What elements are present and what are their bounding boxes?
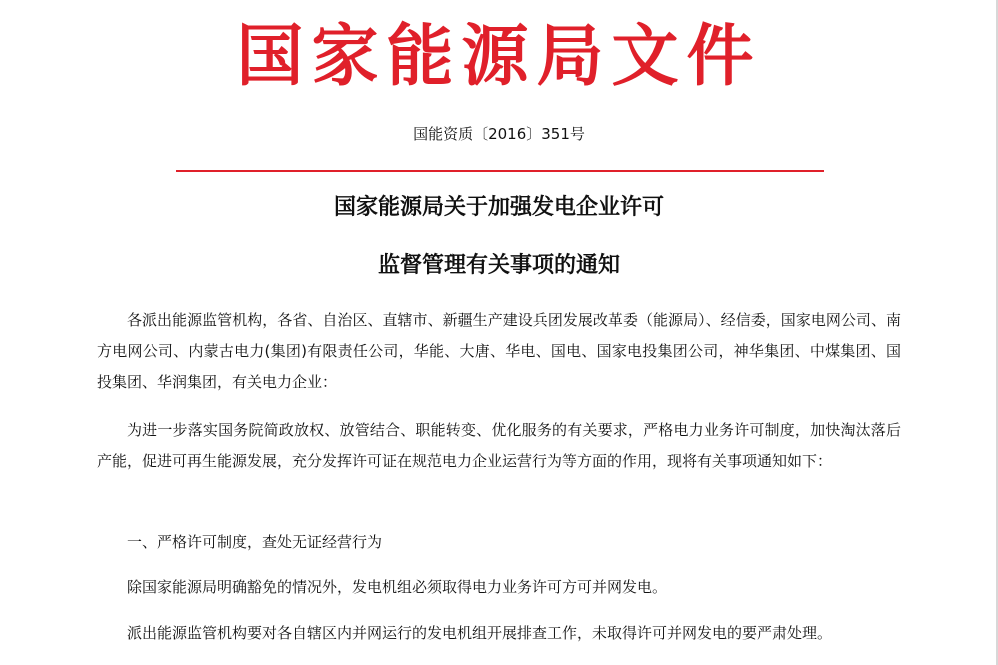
body-paragraph: 派出能源监管机构要对各自辖区内并网运行的发电机组开展排查工作，未取得许可并网发电的要严肃处理。: [127, 624, 833, 642]
org-masthead-title: 国家能源局文件: [236, 16, 762, 95]
header-divider-line: [176, 170, 824, 172]
addressee-paragraph: 各派出能源监管机构，各省、自治区、直辖市、新疆生产建设兵团发展改革委（能源局）、经信委，国家电网公司、南方电网公司、内蒙古电力(集团)有限责任公司，华能、大唐、华电、国电、国家电投集团公司，神华集团、中煤集团、国投集团、华润集团，有关电力企业：: [97, 311, 901, 391]
body-paragraph: 除国家能源局明确豁免的情况外，发电机组必须取得电力业务许可方可并网发电。: [127, 578, 668, 596]
intro-paragraph: 为进一步落实国务院简政放权、放管结合、职能转变、优化服务的有关要求，严格电力业务许可制度，加快淘汰落后产能，促进可再生能源发展，充分发挥许可证在规范电力企业运营行为等方面的作用，现将有关事项通知如下：: [97, 421, 901, 470]
document-title-line-2: 监督管理有关事项的通知: [377, 252, 620, 278]
document-number: 国能资质〔2016〕351号: [413, 125, 585, 143]
section-heading-1: 一、严格许可制度，查处无证经营行为: [127, 533, 383, 551]
document-title-line-1: 国家能源局关于加强发电企业许可: [333, 194, 664, 220]
